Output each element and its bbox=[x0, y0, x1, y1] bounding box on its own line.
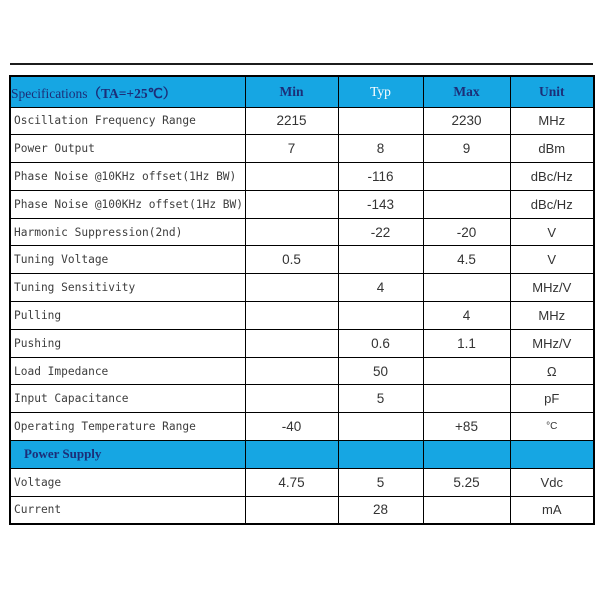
min-value bbox=[245, 496, 338, 524]
typ-value: 5 bbox=[338, 468, 423, 496]
column-header-min: Min bbox=[245, 76, 338, 107]
spec-label: Current bbox=[10, 496, 245, 524]
min-value bbox=[245, 274, 338, 302]
min-value bbox=[245, 441, 338, 469]
min-value bbox=[245, 218, 338, 246]
max-value bbox=[423, 163, 510, 191]
spec-label: Load Impedance bbox=[10, 357, 245, 385]
unit-value: pF bbox=[510, 385, 594, 413]
typ-value: 4 bbox=[338, 274, 423, 302]
table-row bbox=[10, 218, 594, 246]
table-row bbox=[10, 163, 594, 191]
min-value: 7 bbox=[245, 135, 338, 163]
table-row bbox=[10, 496, 594, 524]
section-label: Power Supply bbox=[10, 441, 245, 469]
unit-value: V bbox=[510, 218, 594, 246]
typ-value bbox=[338, 246, 423, 274]
typ-value: 8 bbox=[338, 135, 423, 163]
typ-value: 0.6 bbox=[338, 329, 423, 357]
unit-value bbox=[510, 441, 594, 469]
min-value: 4.75 bbox=[245, 468, 338, 496]
table-row bbox=[10, 274, 594, 302]
table-row bbox=[10, 468, 594, 496]
typ-value: 5 bbox=[338, 385, 423, 413]
column-header-max: Max bbox=[423, 76, 510, 107]
spec-label: Phase Noise @10KHz offset(1Hz BW) bbox=[10, 163, 245, 191]
table-row bbox=[10, 302, 594, 330]
spec-label: Phase Noise @100KHz offset(1Hz BW) bbox=[10, 190, 245, 218]
min-value: -40 bbox=[245, 413, 338, 441]
max-value: 9 bbox=[423, 135, 510, 163]
max-value: 4.5 bbox=[423, 246, 510, 274]
spec-label: Voltage bbox=[10, 468, 245, 496]
max-value: -20 bbox=[423, 218, 510, 246]
max-value bbox=[423, 385, 510, 413]
spec-label: Pulling bbox=[10, 302, 245, 330]
unit-value: Ω bbox=[510, 357, 594, 385]
spec-header-condition: （TA=+25℃） bbox=[87, 85, 177, 101]
max-value: 2230 bbox=[423, 107, 510, 135]
min-value bbox=[245, 357, 338, 385]
unit-value: mA bbox=[510, 496, 594, 524]
min-value: 2215 bbox=[245, 107, 338, 135]
table-row bbox=[10, 385, 594, 413]
min-value: 0.5 bbox=[245, 246, 338, 274]
max-value bbox=[423, 274, 510, 302]
max-value: 1.1 bbox=[423, 329, 510, 357]
max-value bbox=[423, 441, 510, 469]
max-value bbox=[423, 496, 510, 524]
top-rule-divider bbox=[10, 63, 593, 65]
spec-label: Input Capacitance bbox=[10, 385, 245, 413]
typ-value: -143 bbox=[338, 190, 423, 218]
max-value: 4 bbox=[423, 302, 510, 330]
spec-header-cell bbox=[10, 76, 245, 107]
max-value bbox=[423, 357, 510, 385]
unit-value: MHz/V bbox=[510, 329, 594, 357]
unit-value: dBm bbox=[510, 135, 594, 163]
table-row bbox=[10, 190, 594, 218]
typ-value bbox=[338, 441, 423, 469]
unit-value: V bbox=[510, 246, 594, 274]
table-header-row bbox=[10, 76, 594, 107]
specifications-table bbox=[9, 75, 595, 525]
spec-label: Pushing bbox=[10, 329, 245, 357]
min-value bbox=[245, 329, 338, 357]
spec-header-prefix: Specifications bbox=[11, 85, 88, 101]
typ-value: -116 bbox=[338, 163, 423, 191]
unit-value: MHz/V bbox=[510, 274, 594, 302]
column-header-unit: Unit bbox=[510, 76, 594, 107]
unit-value: MHz bbox=[510, 302, 594, 330]
spec-label: Tuning Sensitivity bbox=[10, 274, 245, 302]
table-row bbox=[10, 357, 594, 385]
spec-label: Operating Temperature Range bbox=[10, 413, 245, 441]
typ-value: 50 bbox=[338, 357, 423, 385]
table-row bbox=[10, 135, 594, 163]
max-value: +85 bbox=[423, 413, 510, 441]
typ-value bbox=[338, 302, 423, 330]
unit-value: dBc/Hz bbox=[510, 163, 594, 191]
min-value bbox=[245, 385, 338, 413]
spec-label: Harmonic Suppression(2nd) bbox=[10, 218, 245, 246]
typ-value bbox=[338, 107, 423, 135]
unit-value: Vdc bbox=[510, 468, 594, 496]
unit-value: °C bbox=[510, 413, 594, 441]
typ-value bbox=[338, 413, 423, 441]
section-header-row bbox=[10, 441, 594, 469]
spec-label: Power Output bbox=[10, 135, 245, 163]
table-row bbox=[10, 107, 594, 135]
min-value bbox=[245, 302, 338, 330]
max-value bbox=[423, 190, 510, 218]
table-row bbox=[10, 413, 594, 441]
table-row bbox=[10, 246, 594, 274]
spec-label: Tuning Voltage bbox=[10, 246, 245, 274]
typ-value: 28 bbox=[338, 496, 423, 524]
unit-value: dBc/Hz bbox=[510, 190, 594, 218]
column-header-typ: Typ bbox=[338, 76, 423, 107]
max-value: 5.25 bbox=[423, 468, 510, 496]
min-value bbox=[245, 163, 338, 191]
unit-value: MHz bbox=[510, 107, 594, 135]
table-row bbox=[10, 329, 594, 357]
min-value bbox=[245, 190, 338, 218]
spec-label: Oscillation Frequency Range bbox=[10, 107, 245, 135]
typ-value: -22 bbox=[338, 218, 423, 246]
